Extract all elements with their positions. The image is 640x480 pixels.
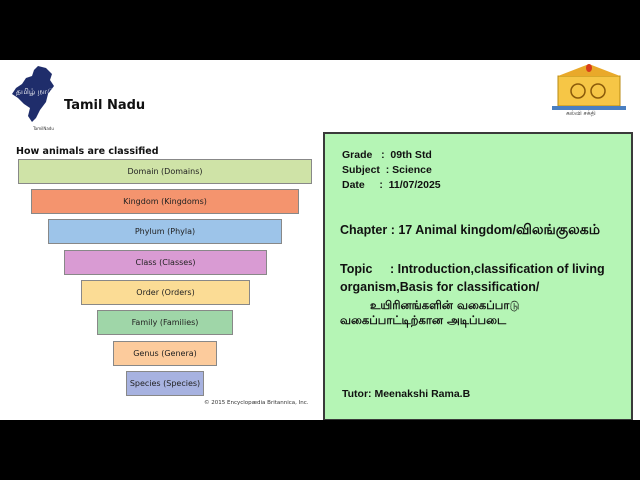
chapter-tamil: விலங்குலகம் bbox=[515, 222, 600, 238]
topic-tamil-line1: உயிரினங்களின் வகைப்பாடு bbox=[370, 298, 520, 312]
chapter-english: Chapter : 17 Animal kingdom/ bbox=[340, 223, 516, 237]
state-name: Tamil Nadu bbox=[64, 98, 146, 113]
topic-heading bbox=[340, 260, 632, 296]
chapter-heading bbox=[340, 222, 630, 238]
tier-genus: Genus (Genera) bbox=[113, 341, 217, 366]
topic-tamil-line2: வகைப்பாட்டிற்கான அடிப்படை bbox=[340, 313, 507, 327]
map-caption: TamilNadu bbox=[33, 126, 54, 131]
tier-order: Order (Orders) bbox=[81, 280, 250, 305]
tier-domain: Domain (Domains) bbox=[18, 159, 312, 184]
topic-english: : Introduction,classification of living organism,Basis for classification/ bbox=[340, 262, 605, 294]
tier-phylum: Phylum (Phyla) bbox=[48, 219, 282, 244]
tier-species: Species (Species) bbox=[126, 371, 204, 396]
copyright: © 2015 Encyclopædia Britannica, Inc. bbox=[204, 400, 309, 406]
subject-line: Subject : Science bbox=[342, 164, 432, 176]
info-box bbox=[323, 132, 633, 420]
logo-caption: கல்வி சக்தி bbox=[566, 110, 596, 117]
tier-kingdom: Kingdom (Kingdoms) bbox=[31, 189, 299, 214]
tamil-nadu-map-icon bbox=[8, 64, 62, 124]
map-logo-text: தமிழ் நாடு bbox=[15, 87, 55, 96]
topic-tamil bbox=[340, 298, 632, 328]
date-line: Date : 11/07/2025 bbox=[342, 179, 441, 191]
slide bbox=[0, 60, 640, 420]
grade-line: Grade : 09th Std bbox=[342, 149, 432, 161]
tier-family: Family (Families) bbox=[97, 310, 233, 335]
tier-class: Class (Classes) bbox=[64, 250, 267, 275]
topic-label: Topic bbox=[340, 262, 373, 276]
diagram-title: How animals are classified bbox=[16, 146, 159, 157]
tutor-line: Tutor: Meenakshi Rama.B bbox=[342, 388, 471, 400]
